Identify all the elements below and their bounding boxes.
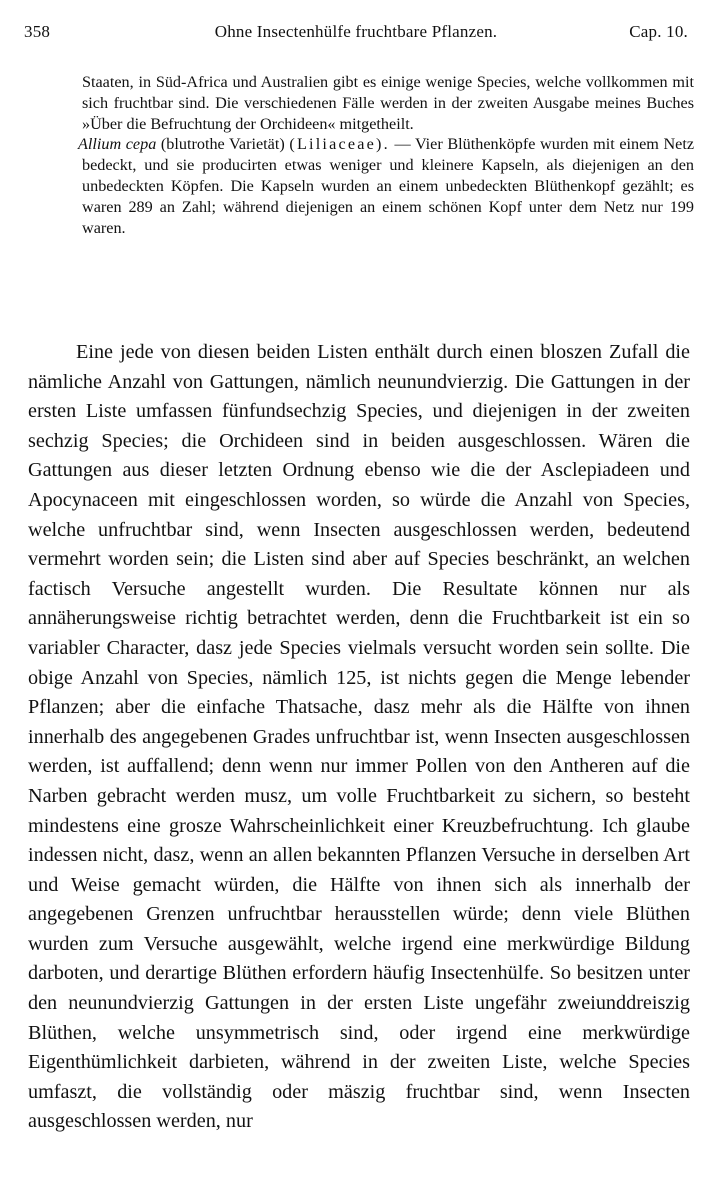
note-paragraph: Staaten, in Süd-Africa und Australien gibt es einige wenige Species, welche vollkommen mit sich fruchtbar sind. Die verschiedenen Fälle werden in der zweiten Ausgabe meines Buches »Über die Befruchtung der Orchideen« mitgetheilt. <box>82 73 694 133</box>
species-variety: (blutrothe Varietät) <box>160 135 285 154</box>
species-family: (Liliaceae). <box>289 135 390 154</box>
body-paragraph: Eine jede von diesen beiden Listen enthält durch einen bloszen Zufall die nämliche Anzahl von Gattungen, nämlich neunundvierzig. Die Gattungen in der ersten Liste umfassen fünfundsechzig Species, und diejenigen in der zweiten sechzig Species; die Orchideen sind in beiden ausgeschlossen. Wären die Gattungen aus dieser letzten Ordnung ebenso wie die der Asclepiadeen und Apocynaceen mit eingeschlossen worden, so würde die Anzahl von Species, welche unfruchtbar sind, wenn Insecten ausgeschlossen werden, bedeutend vermehrt worden sein; die Listen sind aber auf Species beschränkt, an welchen factisch Versuche angestellt wurden. Die Resultate können nur als annäherungsweise richtig betrachtet werden, denn die Fruchtbarkeit ist ein so variabler Character, dasz jede Species vielmals versucht worden sein sollte. Die obige Anzahl von Species, nämlich 125, ist nichts gegen die Menge lebender Pflanzen; aber die einfache Thatsache, dasz mehr als die Hälfte von ihnen innerhalb des angegebenen Grades unfruchtbar ist, wenn Insecten ausgeschlossen werden, ist auffallend; denn wenn nur immer Pollen von den Antheren auf die Narben gebracht werden musz, um volle Fruchtbarkeit zu sichern, so besteht mindestens eine grosze Wahrscheinlichkeit einer Kreuzbefruchtung. Ich glaube indessen nicht, dasz, wenn an allen bekannten Pflanzen Versuche in derselben Art und Weise gemacht würden, die Hälfte von ihnen sich als innerhalb der angegebenen Grenzen unfruchtbar herausstellen würde; denn viele Blüthen wurden zum Versuche ausgewählt, welche irgend eine merkwürdige Bildung darboten, und derartige Blüthen erfordern häufig Insectenhülfe. So besitzen unter den neunundvierzig Gattungen in der ersten Liste ungefähr zweiunddreiszig Blüthen, welche unsymmetrisch sind, oder irgend eine merkwürdige Eigenthümlichkeit darbieten, während in der zweiten Liste, welche Species umfaszt, die vollständig oder mäszig fruchtbar sind, wenn Insecten ausgeschlossen werden, nur <box>28 341 690 1133</box>
running-title: Ohne Insectenhülfe fruchtbare Pflanzen. <box>214 22 498 41</box>
main-text <box>28 338 690 1137</box>
page-header <box>24 22 688 50</box>
chapter-label: Cap. 10. <box>629 22 688 41</box>
species-name: Allium cepa <box>78 135 157 154</box>
page-number: 358 <box>24 22 51 41</box>
species-notes <box>78 72 695 238</box>
species-text: — Vier Blüthenköpfe wurden mit einem Netz bedeckt, und sie producirten etwas weniger und kleinere Kapseln, als diejenigen an den unbedeckten Köpfen. Die Kapseln wurden an einem unbedeckten Blüthenkopf gezählt; es waren 289 an Zahl; während diejenigen an einem schönen Kopf unter dem Netz nur 199 waren. <box>82 135 695 237</box>
allium-entry <box>78 134 695 238</box>
